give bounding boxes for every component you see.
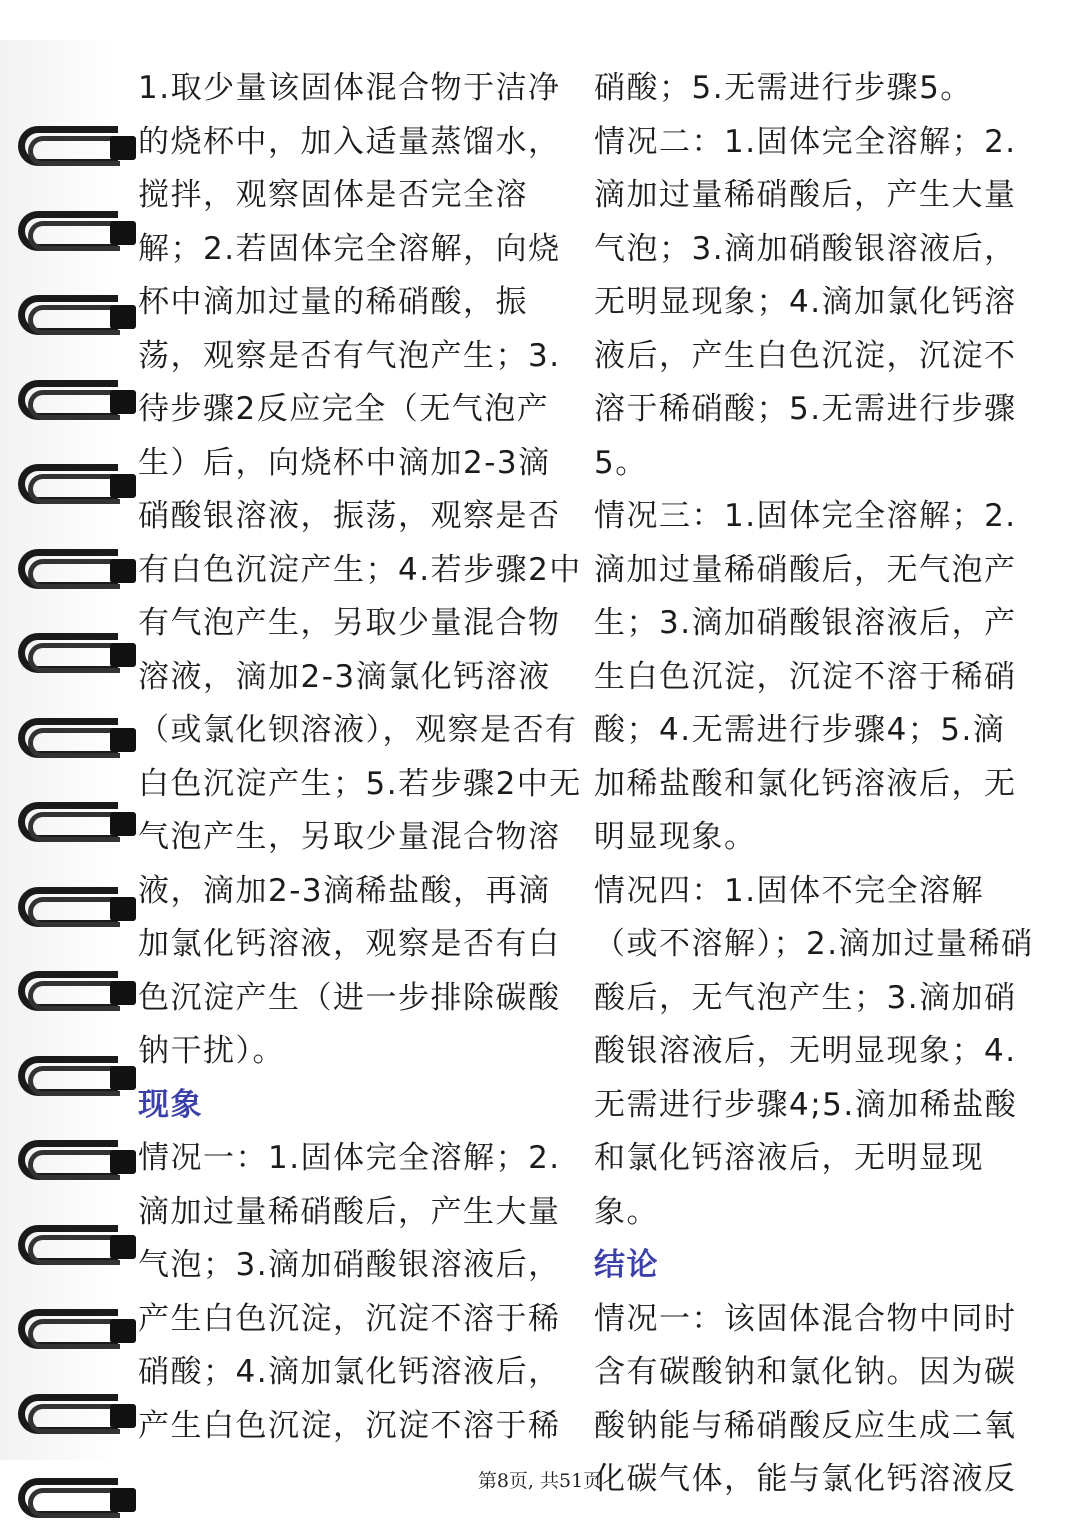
binding-hole <box>110 1235 136 1259</box>
ring-wire-inner <box>28 728 120 758</box>
case1-phenomenon-continued: 硝酸；5.无需进行步骤5。 <box>594 70 973 106</box>
left-column <box>138 62 583 1453</box>
binding-hole <box>110 305 136 329</box>
ring-wire-inner <box>28 390 120 420</box>
spiral-ring <box>10 545 138 595</box>
binding-hole <box>110 643 136 667</box>
spiral-ring <box>10 967 138 1017</box>
spiral-ring <box>10 460 138 510</box>
spiral-ring <box>10 798 138 848</box>
page-number: 第8页, 共51页 <box>477 1470 603 1492</box>
spiral-ring <box>10 1136 138 1186</box>
binding-hole <box>110 136 136 160</box>
spiral-ring <box>10 1305 138 1355</box>
ring-wire-inner <box>28 1235 120 1265</box>
binding-hole <box>110 390 136 414</box>
binding-hole <box>110 981 136 1005</box>
spiral-ring <box>10 291 138 341</box>
case4-phenomenon: 情况四：1.固体不完全溶解（或不溶解）；2.滴加过量稀硝酸后，无气泡产生；3.滴加硝酸银溶液后，无明显现象；4.无需进行步骤4;5.滴加稀盐酸和氯化钙溶液后，无明显现象。 <box>594 872 1034 1230</box>
spiral-ring <box>10 714 138 764</box>
case1-conclusion: 情况一：该固体混合物中同时含有碳酸钠和氯化钠。因为碳酸钠能与稀硝酸反应生成二氧化碳气体，能与氯化钙溶液反 <box>594 1300 1017 1497</box>
ring-wire-inner <box>28 897 120 927</box>
phenomenon-heading: 现象 <box>138 1086 203 1123</box>
ring-wire-inner <box>28 221 120 251</box>
ring-wire-inner <box>28 643 120 673</box>
ring-wire-inner <box>28 474 120 504</box>
spiral-ring <box>10 376 138 426</box>
procedure-steps: 1.取少量该固体混合物于洁净的烧杯中，加入适量蒸馏水，搅拌，观察固体是否完全溶解；2.若固体完全溶解，向烧杯中滴加过量的稀硝酸，振荡，观察是否有气泡产生；3.待步骤2反应完全（无气泡产生）后，向烧杯中滴加2-3滴硝酸银溶液，振荡，观察是否有白色沉淀产生；4.若步骤2中有气泡产生，另取少量混合物溶液，滴加2-3滴氯化钙溶液（或氯化钡溶液），观察是否有白色沉淀产生；5.若步骤2中无气泡产生，另取少量混合物溶液，滴加2-3滴稀盐酸，再滴加氯化钙溶液，观察是否有白色沉淀产生（进一步排除碳酸钠干扰）。 <box>138 70 582 1069</box>
binding-hole <box>110 1319 136 1343</box>
case1-phenomenon: 情况一：1.固体完全溶解；2.滴加过量稀硝酸后，产生大量气泡；3.滴加硝酸银溶液后，产生白色沉淀，沉淀不溶于稀硝酸；4.滴加氯化钙溶液后，产生白色沉淀，沉淀不溶于稀 <box>138 1140 561 1444</box>
ring-wire-inner <box>28 812 120 842</box>
case3-phenomenon: 情况三：1.固体完全溶解；2.滴加过量稀硝酸后，无气泡产生；3.滴加硝酸银溶液后，产生白色沉淀，沉淀不溶于稀硝酸；4.无需进行步骤4；5.滴加稀盐酸和氯化钙溶液后，无明显现象。 <box>594 498 1017 855</box>
binding-hole <box>110 474 136 498</box>
binding-hole <box>110 897 136 921</box>
spiral-ring <box>10 883 138 933</box>
conclusion-heading: 结论 <box>594 1247 659 1283</box>
ring-wire-inner <box>28 136 120 166</box>
ring-wire-inner <box>28 1404 120 1434</box>
ring-wire-inner <box>28 559 120 589</box>
case2-phenomenon: 情况二：1.固体完全溶解；2.滴加过量稀硝酸后，产生大量气泡；3.滴加硝酸银溶液后，无明显现象；4.滴加氯化钙溶液后，产生白色沉淀，沉淀不溶于稀硝酸；5.无需进行步骤5。 <box>594 123 1017 481</box>
spiral-ring <box>10 207 138 257</box>
binding-hole <box>110 728 136 752</box>
ring-wire-inner <box>28 1066 120 1096</box>
ring-wire-inner <box>28 981 120 1011</box>
ring-wire-inner <box>28 1150 120 1180</box>
spiral-ring <box>10 1390 138 1440</box>
binding-hole <box>110 559 136 583</box>
binding-hole <box>110 812 136 836</box>
ring-wire-inner <box>28 305 120 335</box>
binding-hole <box>110 1404 136 1428</box>
binding-hole <box>110 1150 136 1174</box>
spiral-ring <box>10 1221 138 1271</box>
spiral-binding <box>0 40 140 1460</box>
spiral-ring <box>10 1052 138 1102</box>
binding-hole <box>110 1066 136 1090</box>
spiral-ring <box>10 122 138 172</box>
spiral-ring <box>10 629 138 679</box>
ring-wire-inner <box>28 1319 120 1349</box>
right-column <box>594 62 1034 1507</box>
binding-hole <box>110 221 136 245</box>
